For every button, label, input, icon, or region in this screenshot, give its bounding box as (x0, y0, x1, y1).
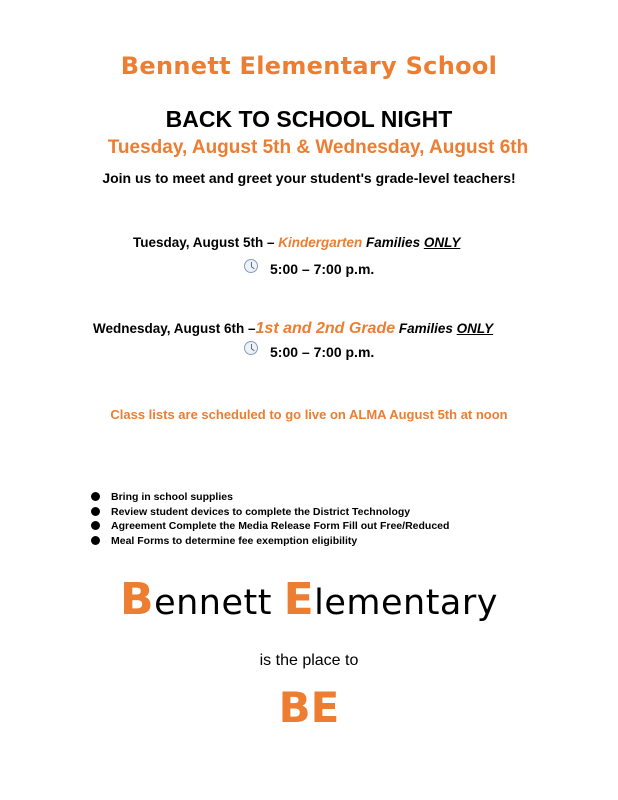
session-time: 5:00 – 7:00 p.m. (270, 344, 375, 360)
session-only: ONLY (423, 235, 461, 250)
list-item: Agreement Complete the Media Release Form Fill out Free/Reduced (91, 519, 449, 534)
clock-icon (244, 341, 258, 355)
be-word: BE (278, 683, 340, 732)
session-day: Wednesday, August 6th – (93, 321, 256, 336)
session-families: Families (395, 321, 457, 336)
cap-b: B (120, 574, 155, 625)
name-rest-1: ennett (154, 583, 284, 623)
clock-icon (244, 259, 258, 273)
school-slogan-name (0, 574, 618, 625)
list-item: Review student devices to complete the District Technology (91, 505, 449, 520)
event-title: BACK TO SCHOOL NIGHT (165, 106, 453, 132)
list-item: Bring in school supplies (91, 490, 449, 505)
session-day: Tuesday, August 5th – (133, 235, 279, 250)
session-wednesday (93, 320, 493, 338)
tagline: is the place to (259, 652, 359, 669)
session-group: 1st and 2nd Grade (255, 320, 396, 337)
school-name: Bennett Elementary School (120, 52, 498, 80)
list-item: Meal Forms to determine fee exemption eligibility (91, 534, 449, 549)
session-time: 5:00 – 7:00 p.m. (270, 261, 375, 277)
name-rest-2: lementary (314, 583, 498, 623)
session-tuesday (133, 235, 460, 250)
event-dates: Tuesday, August 5th & Wednesday, August 6th (107, 137, 529, 158)
class-lists-notice: Class lists are scheduled to go live on ALMA August 5th at noon (110, 407, 508, 422)
checklist (91, 490, 449, 548)
intro-text: Join us to meet and greet your student's grade-level teachers! (102, 170, 516, 186)
session-families: Families (362, 235, 424, 250)
cap-e: E (283, 574, 315, 625)
session-only: ONLY (456, 321, 494, 336)
session-group: Kindergarten (278, 235, 363, 250)
